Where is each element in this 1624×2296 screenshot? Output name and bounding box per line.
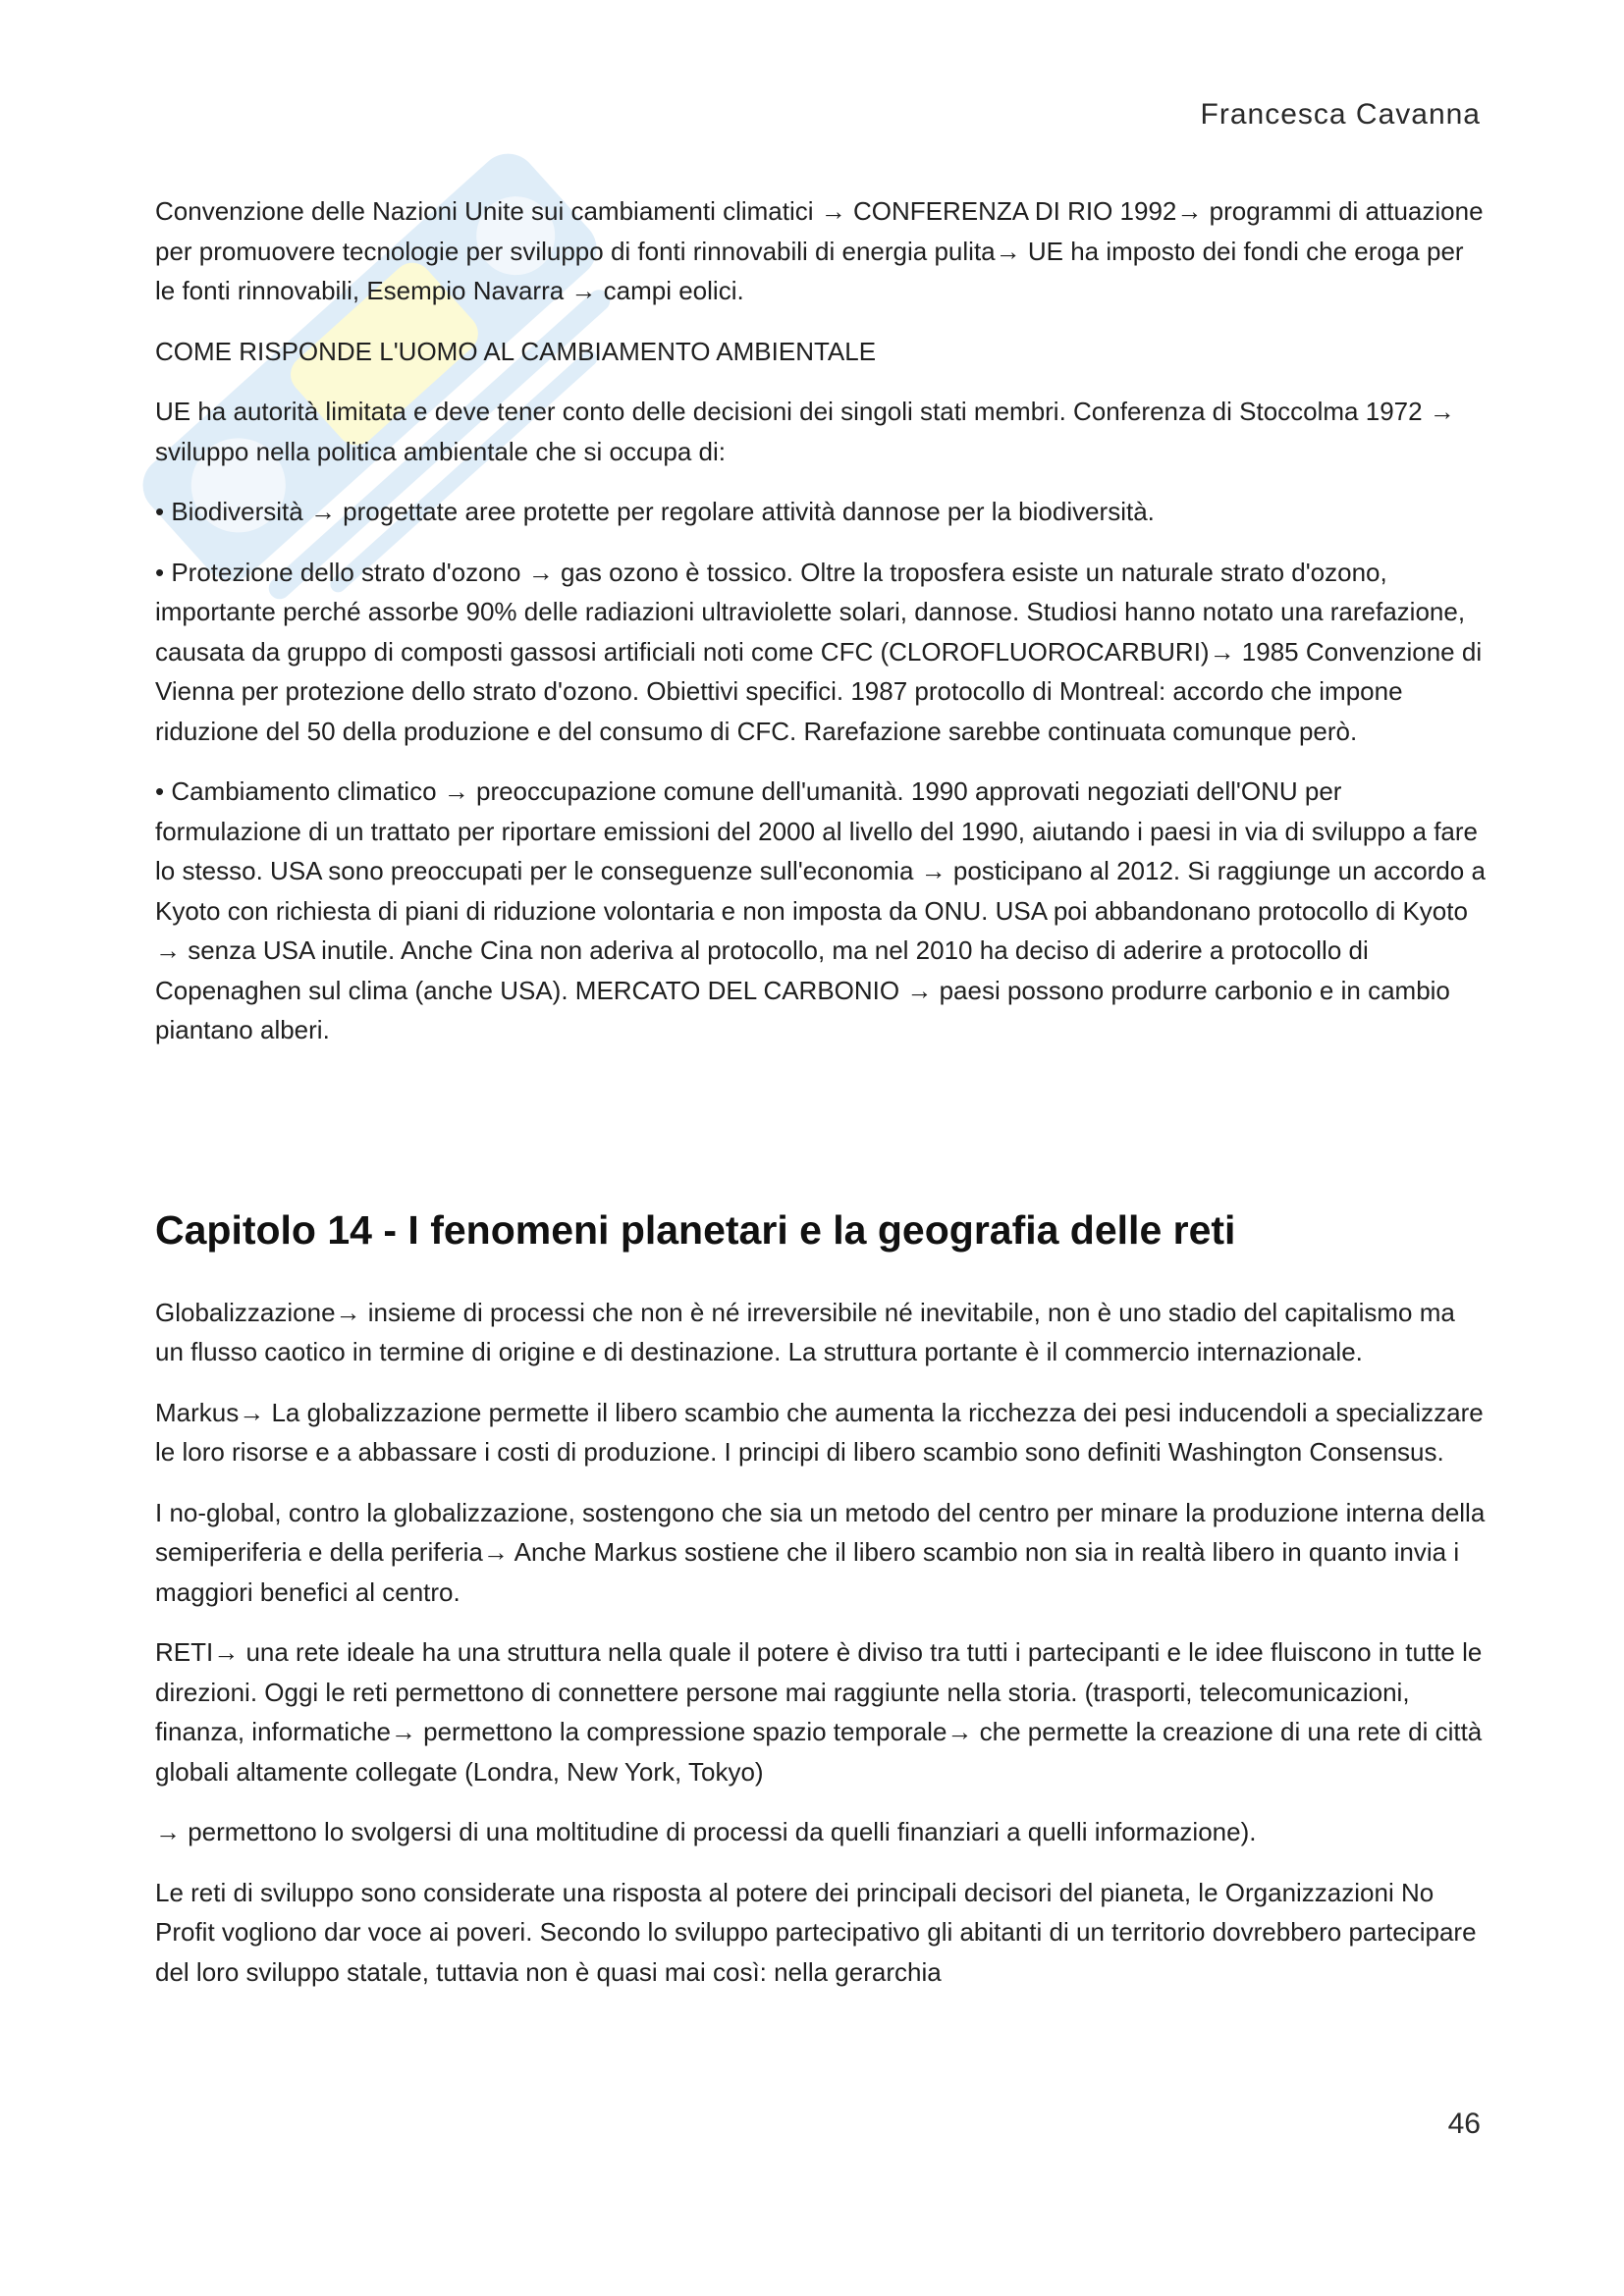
bullet-ozone-protection: • Protezione dello strato d'ozono → gas ozono è tossico. Oltre la troposfera esiste un naturale strato d'ozono, importante perché assorbe 90% delle radiazioni ultraviolette solari, dannose. Studiosi hanno notato una rarefazione, causata da gruppo di composti gassosi artificiali noti come CFC (CLOROFLUOROCARBURI)→ 1985 Convenzione di Vienna per protezione dello strato d'ozono. Obiettivi specifici. 1987 protocollo di Montreal: accordo che impone riduzione del 50 della produzione e del consumo di CFC. Rarefazione sarebbe continuata comunque però. (155, 557, 1483, 746)
paragraph-development-networks: Le reti di sviluppo sono considerate una risposta al potere dei principali decisori del pianeta, le Organizzazioni No Profit vogliono dar voce ai poveri. Secondo lo sviluppo partecipativo gli abitanti di un territorio dovrebbero partecipare del loro sviluppo statale, tuttavia non è quasi mai così: nella gerarchia (155, 1877, 1477, 1987)
chapter-title: Capitolo 14 - I fenomeni planetari e la geografia delle reti (155, 1206, 1236, 1253)
header-author: Francesca Cavanna (1200, 98, 1481, 131)
paragraph-markus: Markus→ La globalizzazione permette il libero scambio che aumenta la ricchezza dei pesi inducendoli a specializzare le loro risorse e a abbassare i costi di produzione. I principi di libero scambio sono definiti Washington Consensus. (155, 1397, 1484, 1467)
bullet-biodiversity: • Biodiversità → progettate aree protette per regolare attività dannose per la biodiversità. (155, 497, 1155, 526)
page-number: 46 (1447, 2108, 1481, 2140)
bullet-climate-change: • Cambiamento climatico → preoccupazione comune dell'umanità. 1990 approvati negoziati dell'ONU per formulazione di un trattato per riportare emissioni del 2000 al livello del 1990, aiutando i paesi in via di sviluppo a fare lo stesso. USA sono preoccupati per le conseguenze sull'economia → posticipano al 2012. Si raggiunge un accordo a Kyoto con richiesta di piani di riduzione volontaria e non imposta da ONU. USA poi abbandonano protocollo di Kyoto → senza USA inutile. Anche Cina non aderiva al protocollo, ma nel 2010 ha deciso di aderire a protocollo di Copenaghen sul clima (anche USA). MERCATO DEL CARBONIO → paesi possono produrre carbonio e in cambio piantano alberi. (155, 776, 1486, 1044)
section-heading-environmental-response: COME RISPONDE L'UOMO AL CAMBIAMENTO AMBIENTALE (155, 336, 877, 366)
section-spacer (155, 1071, 1486, 1201)
paragraph-eu-authority: UE ha autorità limitata e deve tener conto delle decisioni dei singoli stati membri. Conferenza di Stoccolma 1972 → sviluppo nella politica ambientale che si occupa di: (155, 397, 1455, 466)
paragraph-globalization: Globalizzazione→ insieme di processi che non è né irreversibile né inevitabile, non è uno stadio del capitalismo ma un flusso caotico in termine di origine e di destinazione. La struttura portante è il commercio internazionale. (155, 1297, 1455, 1366)
document-body (155, 191, 1486, 2012)
paragraph-networks: RETI→ una rete ideale ha una struttura nella quale il potere è diviso tra tutti i partecipanti e le idee fluiscono in tutte le direzioni. Oggi le reti permettono di connettere persone mai raggiunte nella storia. (trasporti, telecomunicazioni, finanza, informatiche→ permettono la compressione spazio temporale→ che permette la creazione di una rete di città globali altamente collegate (Londra, New York, Tokyo) (155, 1637, 1483, 1787)
paragraph-no-global: I no-global, contro la globalizzazione, sostengono che sia un metodo del centro per minare la produzione interna della semiperiferia e della periferia→ Anche Markus sostiene che il libero scambio non sia in realtà libero in quanto invia i maggiori benefici al centro. (155, 1497, 1486, 1607)
paragraph-rio-conference: Convenzione delle Nazioni Unite sui cambiamenti climatici → CONFERENZA DI RIO 1992→ programmi di attuazione per promuovere tecnologie per sviluppo di fonti rinnovabili di energia pulita→ UE ha imposto dei fondi che eroga per le fonti rinnovabili, Esempio Navarra → campi eolici. (155, 196, 1484, 305)
paragraph-network-processes: → permettono lo svolgersi di una moltitudine di processi da quelli finanziari a quelli informazione). (155, 1817, 1257, 1846)
